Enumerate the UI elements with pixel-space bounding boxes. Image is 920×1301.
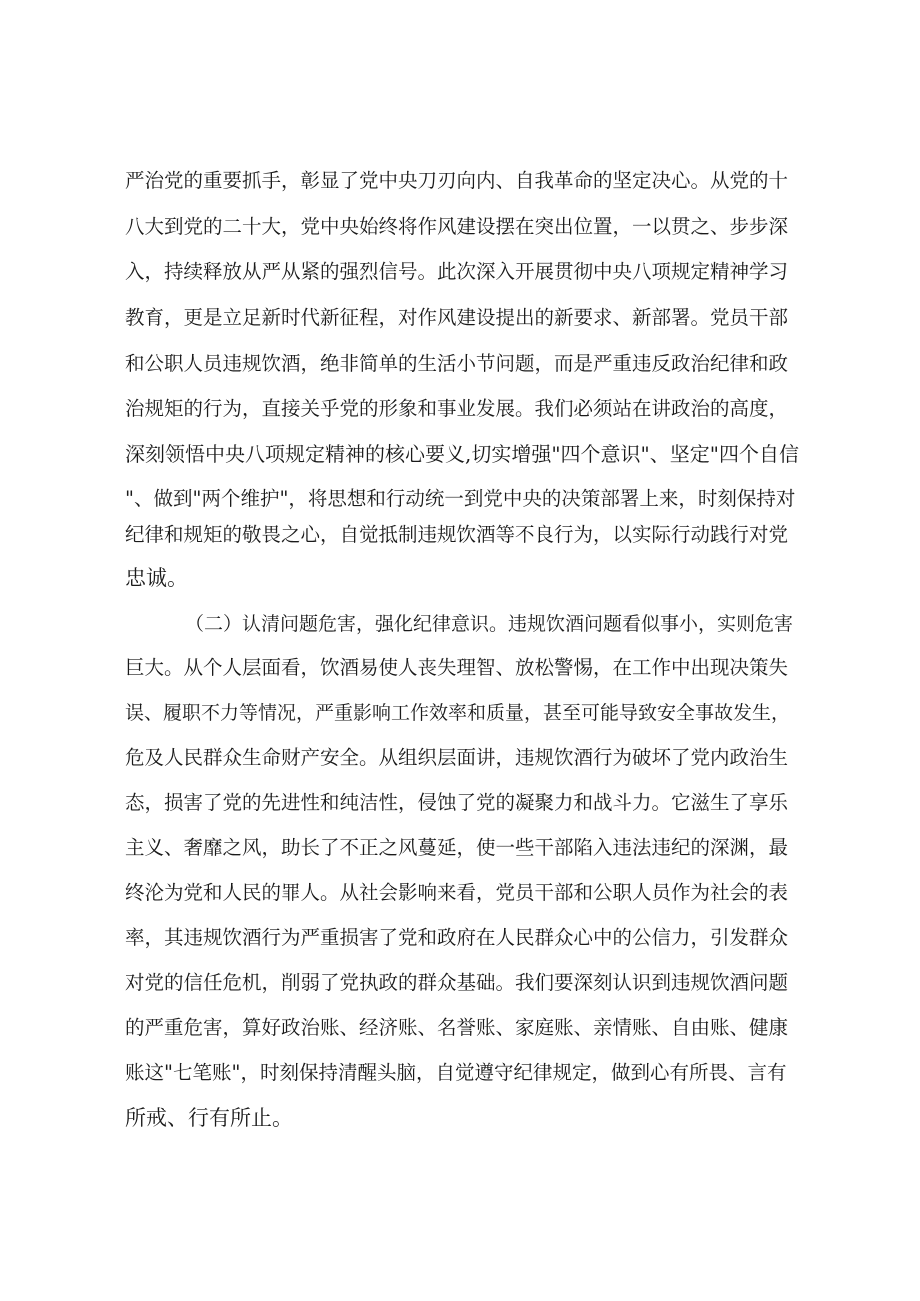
text-line: 入，持续释放从严从紧的强烈信号。此次深入开展贯彻中央八项规定精神学习 <box>125 260 789 283</box>
text-line: 和公职人员违规饮酒，绝非简单的生活小节问题，而是严重违反政治纪律和政 <box>125 352 789 375</box>
text-line: 严治党的重要抓手，彰显了党中央刀刃向内、自我革命的坚定决心。从党的十 <box>125 169 789 192</box>
text-line: 危及人民群众生命财产安全。从组织层面讲，违规饮酒行为破坏了党内政治生 <box>125 746 789 769</box>
text-line: 主义、奢靡之风，助长了不正之风蔓延，使一些干部陷入违法违纪的深渊，最 <box>125 836 789 859</box>
text-line: 的严重危害，算好政治账、经济账、名誉账、家庭账、亲情账、自由账、健康 <box>125 1016 789 1039</box>
text-line: 账这"七笔账"，时刻保持清醒头脑，自觉遵守纪律规定，做到心有所畏、言有 <box>125 1061 787 1084</box>
text-line: 深刻领悟中央八项规定精神的核心要义,切实增强"四个意识"、坚定"四个自信 <box>125 442 799 466</box>
text-line: 对党的信任危机，削弱了党执政的群众基础。我们要深刻认识到违规饮酒问题 <box>125 971 789 994</box>
text-line: 终沦为党和人民的罪人。从社会影响来看，党员干部和公职人员作为社会的表 <box>125 881 789 904</box>
text-line: 所戒、行有所止。 <box>125 1106 293 1130</box>
text-line: 忠诚。 <box>125 566 188 590</box>
text-line: 巨大。从个人层面看，饮酒易使人丧失理智、放松警惕，在工作中出现决策失 <box>125 656 789 679</box>
text-line: 八大到党的二十大，党中央始终将作风建设摆在突出位置，一以贯之、步步深 <box>125 215 789 238</box>
text-line: 率，其违规饮酒行为严重损害了党和政府在人民群众心中的公信力，引发群众 <box>125 926 789 949</box>
text-line: （二）认清问题危害，强化纪律意识。违规饮酒问题看似事小，实则危害 <box>185 613 794 635</box>
text-line: 纪律和规矩的敬畏之心，自觉抵制违规饮酒等不良行为，以实际行动践行对党 <box>125 523 789 546</box>
text-line: 误、履职不力等情况，严重影响工作效率和质量，甚至可能导致安全事故发生， <box>125 702 791 724</box>
text-line: 态，损害了党的先进性和纯洁性，侵蚀了党的凝聚力和战斗力。它滋生了享乐 <box>125 791 789 814</box>
text-line: 教育，更是立足新时代新征程，对作风建设提出的新要求、新部署。党员干部 <box>125 306 789 329</box>
text-line: "、做到"两个维护"，将思想和行动统一到党中央的决策部署上来，时刻保持对 <box>125 487 796 510</box>
text-line: 治规矩的行为，直接关乎党的形象和事业发展。我们必须站在讲政治的高度， <box>125 397 789 420</box>
